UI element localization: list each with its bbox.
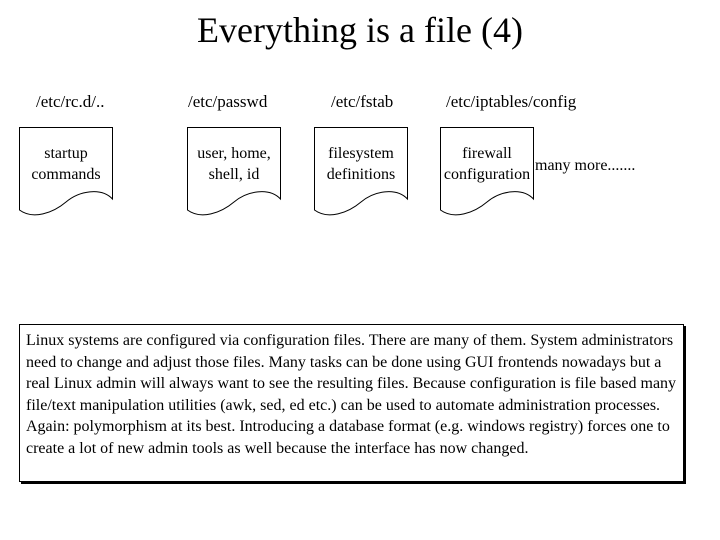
document-text-passwd bbox=[187, 143, 281, 185]
document-line: configuration bbox=[443, 166, 531, 183]
document-shape-iptables bbox=[440, 127, 534, 219]
many-more-label: many more....... bbox=[535, 157, 636, 174]
document-line: startup bbox=[44, 145, 88, 162]
slide-title: Everything is a file (4) bbox=[197, 10, 523, 50]
path-label-passwd: /etc/passwd bbox=[188, 92, 268, 111]
document-line: definitions bbox=[326, 166, 396, 183]
document-shape-passwd bbox=[187, 127, 281, 219]
document-line: commands bbox=[31, 166, 101, 183]
path-label-rc: /etc/rc.d/.. bbox=[36, 92, 105, 111]
document-line: user, home, bbox=[197, 145, 271, 162]
document-line: shell, id bbox=[208, 166, 260, 183]
document-text-rc bbox=[19, 143, 113, 185]
document-shape-rc bbox=[19, 127, 113, 219]
document-line: firewall bbox=[462, 145, 512, 162]
description-box bbox=[19, 324, 684, 482]
document-line: filesystem bbox=[328, 145, 394, 162]
document-shape-fstab bbox=[314, 127, 408, 219]
document-text-iptables bbox=[440, 143, 534, 185]
path-label-fstab: /etc/fstab bbox=[331, 92, 394, 111]
path-label-iptables: /etc/iptables/config bbox=[446, 92, 577, 111]
description-text: Linux systems are configured via configuration files. There are many of them. System administrators need to change and adjust those files. Many tasks can be done using GUI frontends nowadays but a real Linux admin will always want to see the resulting files. Because configuration is file based many file/text manipulation utilities (awk, sed, ed etc.) can be used to automate administration processes. Again: polymorphism at its best. Introducing a database format (e.g. windows registry) forces one to create a lot of new admin tools as well because the interface has now changed. bbox=[26, 332, 677, 457]
document-text-fstab bbox=[314, 143, 408, 185]
